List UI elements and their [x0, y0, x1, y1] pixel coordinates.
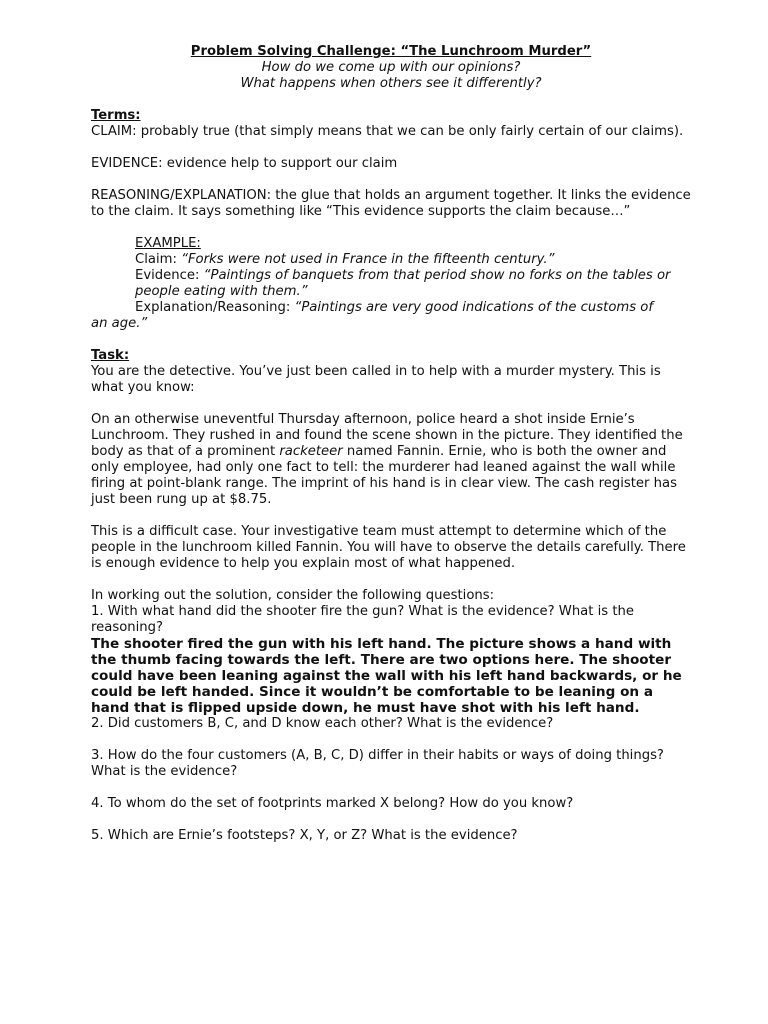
- example-explanation-label: Explanation/Reasoning:: [135, 300, 295, 315]
- difficult-case-paragraph: This is a difficult case. Your investigative team must attempt to determine which of the people in the lunchroom killed Fannin. You will have to observe the details carefully. There is enough evidence to help you explain most of what happened.: [91, 524, 686, 571]
- example-claim-text: “Forks were not used in France in the fifteenth century.”: [181, 252, 555, 267]
- terms-heading: Terms:: [91, 108, 141, 123]
- task-story-racketeer: racketeer: [279, 444, 343, 459]
- questions-intro: In working out the solution, consider the following questions:: [91, 588, 495, 603]
- task-story-part-2: named Fannin. Ernie, who is both the owner and only employee, had only one fact to tell: the murderer had leaned against the wall while firing at point-blank range. The imprint of his hand is in clear view. The cash register has just been rung up at $8.75.: [91, 444, 677, 507]
- example-block: [91, 236, 691, 332]
- reasoning-definition: REASONING/EXPLANATION: the glue that holds an argument together. It links the evidence to the claim. It says something like “This evidence supports the claim because…”: [91, 188, 691, 219]
- question-1: 1. With what hand did the shooter fire the gun? What is the evidence? What is the reasoning?: [91, 604, 634, 635]
- document-content: [91, 44, 691, 844]
- example-evidence-text: “Paintings of banquets from that period show no forks on the tables or people eating with them.”: [135, 268, 671, 299]
- example-evidence: [91, 268, 691, 300]
- example-explanation: [91, 300, 691, 316]
- task-heading: Task:: [91, 348, 130, 363]
- example-explanation-continued: an age.”: [91, 316, 148, 331]
- question-3: 3. How do the four customers (A, B, C, D) differ in their habits or ways of doing things? What is the evidence?: [91, 748, 664, 779]
- question-4: 4. To whom do the set of footprints marked X belong? How do you know?: [91, 796, 574, 811]
- document-title: Problem Solving Challenge: “The Lunchroom Murder”: [190, 44, 592, 59]
- task-story-part-1: On an otherwise uneventful Thursday afternoon, police heard a shot inside Ernie’s Lunchroom. They rushed in and found the scene shown in the picture. They identified the body as that of a prominent: [91, 412, 683, 459]
- answer-1: The shooter fired the gun with his left hand. The picture shows a hand with the thumb facing towards the left. There are two options here. The shooter could have been leaning against the wall with his left hand backwards, or he could be left handed. Since it wouldn’t be comfortable to be leaning on a hand that is flipped upside down, he must have shot with his left hand.: [91, 636, 682, 716]
- example-claim-label: Claim:: [135, 252, 182, 267]
- document-subtitle-2: What happens when others see it differently?: [240, 76, 542, 91]
- question-2: 2. Did customers B, C, and D know each other? What is the evidence?: [91, 716, 554, 731]
- example-heading: EXAMPLE:: [135, 236, 201, 251]
- example-claim: [91, 252, 691, 268]
- example-evidence-label: Evidence:: [135, 268, 204, 283]
- claim-definition: CLAIM: probably true (that simply means that we can be only fairly certain of our claims).: [91, 124, 684, 139]
- example-explanation-text: “Paintings are very good indications of the customs of: [294, 300, 654, 315]
- question-5: 5. Which are Ernie’s footsteps? X, Y, or Z? What is the evidence?: [91, 828, 518, 843]
- document-subtitle-1: How do we come up with our opinions?: [261, 60, 521, 75]
- evidence-definition: EVIDENCE: evidence help to support our claim: [91, 156, 398, 171]
- task-story: [91, 412, 691, 508]
- task-intro: You are the detective. You’ve just been called in to help with a murder mystery. This is what you know:: [91, 364, 661, 395]
